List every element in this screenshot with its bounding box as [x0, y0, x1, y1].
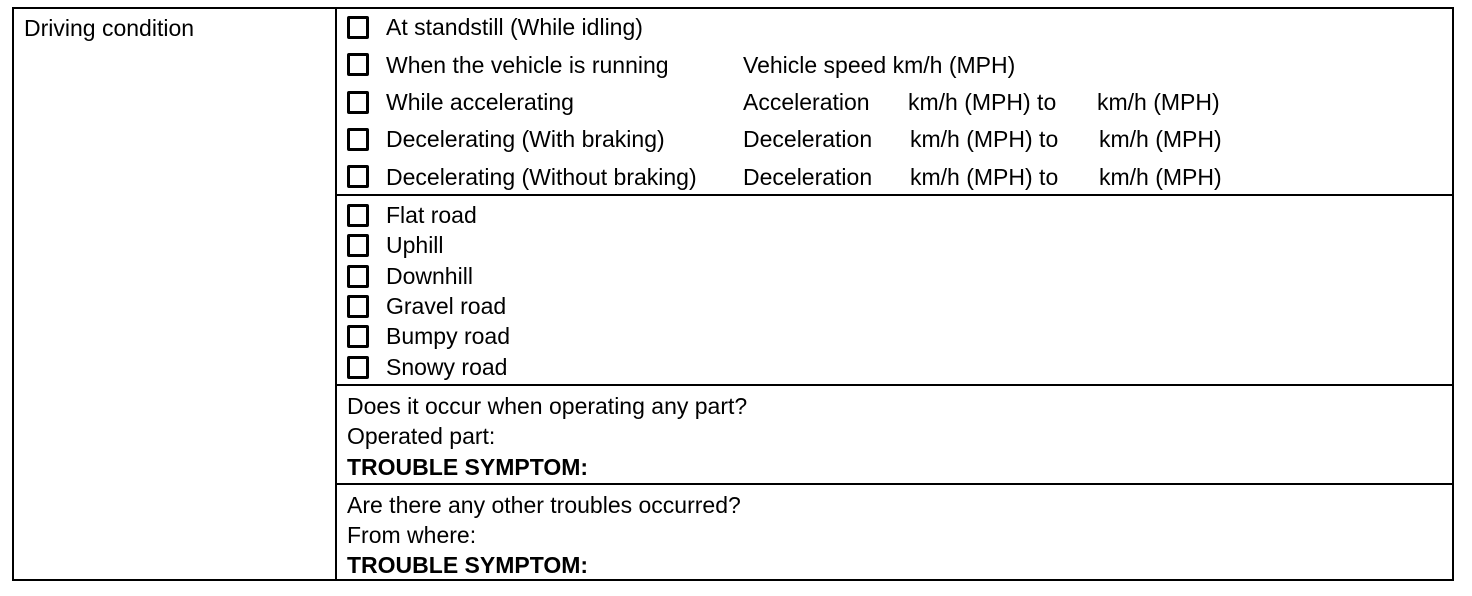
snowy-road-label: Snowy road: [386, 354, 508, 380]
row-divider-road: [335, 194, 1452, 196]
standstill-label: At standstill (While idling): [386, 14, 643, 40]
gravel-road-checkbox[interactable]: [347, 295, 369, 318]
accelerating-checkbox[interactable]: [347, 91, 369, 114]
braking-label: Decelerating (With braking): [386, 126, 665, 152]
no-braking-label: Decelerating (Without braking): [386, 164, 697, 190]
gravel-road-label: Gravel road: [386, 293, 507, 319]
acceleration-label: Acceleration: [743, 89, 870, 115]
vehicle-speed-label: Vehicle speed km/h (MPH): [743, 52, 1016, 78]
other-symptom-field[interactable]: TROUBLE SYMPTOM:: [347, 552, 589, 578]
row-divider-operation: [335, 384, 1452, 386]
bumpy-road-label: Bumpy road: [386, 323, 511, 349]
downhill-checkbox[interactable]: [347, 265, 369, 288]
operation-symptom-field[interactable]: TROUBLE SYMPTOM:: [347, 454, 589, 480]
acceleration-from-unit: km/h (MPH) to: [908, 89, 1057, 115]
running-label: When the vehicle is running: [386, 52, 669, 78]
row-label: Driving condition: [24, 15, 195, 41]
braking-deceleration-label: Deceleration: [743, 126, 873, 152]
flat-road-checkbox[interactable]: [347, 204, 369, 227]
standstill-checkbox[interactable]: [347, 16, 369, 39]
row-divider-other: [335, 483, 1452, 485]
no-braking-checkbox[interactable]: [347, 165, 369, 188]
no-braking-deceleration-label: Deceleration: [743, 164, 873, 190]
column-divider: [335, 9, 337, 579]
driving-condition-form: [12, 7, 1454, 581]
operated-part-field[interactable]: Operated part:: [347, 423, 496, 449]
braking-to-unit: km/h (MPH): [1099, 126, 1222, 152]
acceleration-to-unit: km/h (MPH): [1097, 89, 1220, 115]
braking-checkbox[interactable]: [347, 128, 369, 151]
bumpy-road-checkbox[interactable]: [347, 325, 369, 348]
accelerating-label: While accelerating: [386, 89, 574, 115]
uphill-checkbox[interactable]: [347, 234, 369, 257]
flat-road-label: Flat road: [386, 202, 477, 228]
other-question: Are there any other troubles occurred?: [347, 492, 741, 518]
operation-question: Does it occur when operating any part?: [347, 393, 748, 419]
uphill-label: Uphill: [386, 232, 444, 258]
no-braking-to-unit: km/h (MPH): [1099, 164, 1222, 190]
snowy-road-checkbox[interactable]: [347, 356, 369, 379]
braking-from-unit: km/h (MPH) to: [910, 126, 1059, 152]
running-checkbox[interactable]: [347, 53, 369, 76]
from-where-field[interactable]: From where:: [347, 522, 477, 548]
no-braking-from-unit: km/h (MPH) to: [910, 164, 1059, 190]
downhill-label: Downhill: [386, 263, 473, 289]
